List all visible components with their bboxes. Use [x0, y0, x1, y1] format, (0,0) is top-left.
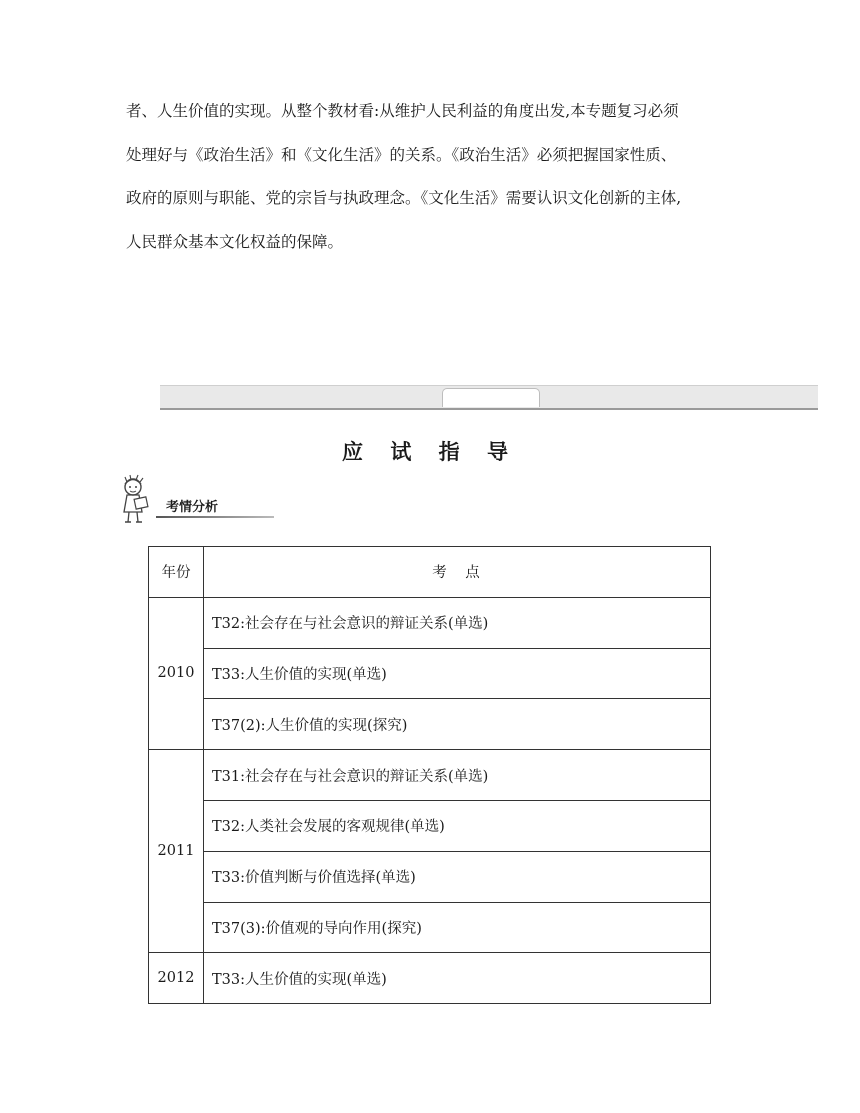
point-cell: T32:人类社会发展的客观规律(单选)	[204, 800, 711, 851]
analysis-label: 考情分析	[166, 500, 219, 515]
point-cell: T33:价值判断与价值选择(单选)	[204, 851, 711, 902]
table-header-row	[149, 547, 711, 598]
table-row	[149, 750, 711, 801]
student-reading-icon	[116, 474, 156, 526]
year-cell: 2011	[149, 750, 204, 953]
table-row	[149, 699, 711, 750]
analysis-underline	[156, 516, 274, 518]
table-row	[149, 597, 711, 648]
analysis-heading	[116, 474, 276, 530]
table-row	[149, 648, 711, 699]
header-point: 考 点	[204, 547, 711, 598]
section-title: 应 试 指 导	[342, 439, 518, 464]
point-cell: T33:人生价值的实现(单选)	[204, 953, 711, 1004]
point-cell: T32:社会存在与社会意识的辩证关系(单选)	[204, 597, 711, 648]
point-cell: T37(2):人生价值的实现(探究)	[204, 699, 711, 750]
table-row	[149, 851, 711, 902]
header-year: 年份	[149, 547, 204, 598]
year-cell: 2012	[149, 953, 204, 1004]
exam-points-table	[148, 546, 711, 1004]
paragraph-line: 者、人生价值的实现。从整个教材看:从维护人民利益的角度出发,本专题复习必须	[126, 102, 679, 120]
table-row	[149, 902, 711, 953]
paragraph-line: 处理好与《政治生活》和《文化生活》的关系。《政治生活》必须把握国家性质、	[126, 145, 677, 164]
year-cell: 2010	[149, 597, 204, 749]
paragraph-line: 人民群众基本文化权益的保障。	[126, 232, 344, 251]
section-divider-tab	[442, 388, 540, 407]
intro-paragraph	[126, 90, 746, 264]
point-cell: T37(3):价值观的导向作用(探究)	[204, 902, 711, 953]
table-row	[149, 953, 711, 1004]
point-cell: T31:社会存在与社会意识的辩证关系(单选)	[204, 750, 711, 801]
table-row	[149, 800, 711, 851]
point-cell: T33:人生价值的实现(单选)	[204, 648, 711, 699]
paragraph-line: 政府的原则与职能、党的宗旨与执政理念。《文化生活》需要认识文化创新的主体,	[126, 189, 682, 207]
